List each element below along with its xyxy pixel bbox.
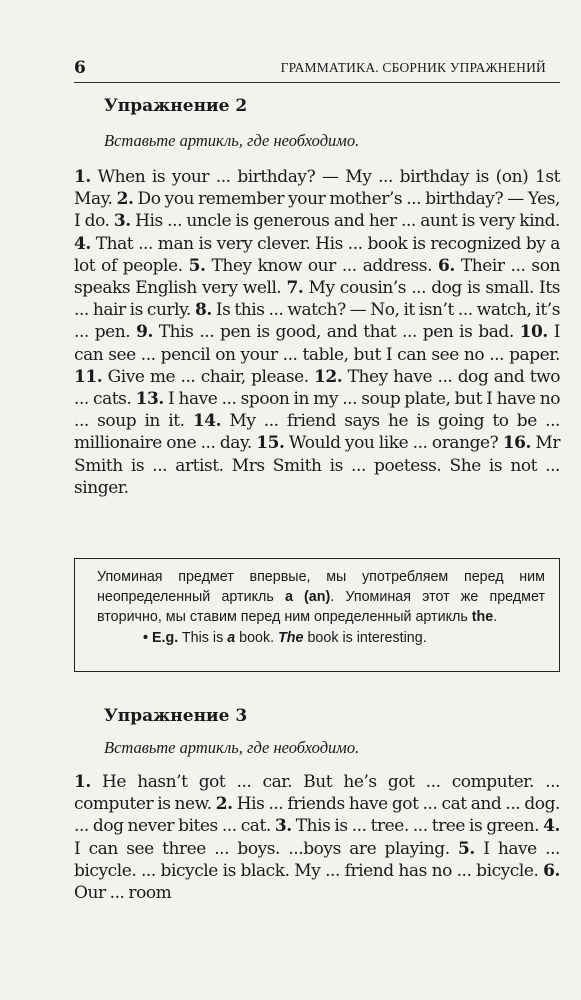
list-item: 6. Their ... son speaks English very well. (74, 255, 560, 299)
exercise-3-instruction: Вставьте артикль, где необходимо. (104, 738, 360, 757)
page-number: 6 (74, 58, 86, 78)
list-item: 13. I have ... spoon in my ... soup plate, but I have no ... soup in it. (74, 389, 560, 432)
list-item: 1. When is your ... birthday? — My ... birthday is (on) 1st May. (74, 167, 560, 210)
list-item: 8. Is this ... watch? — No, it isn’t ... watch, it’s ... pen. (74, 300, 561, 343)
list-item: 6. Our ... room (74, 860, 560, 904)
exercise-2-instruction: Вставьте артикль, где необходимо. (104, 131, 360, 150)
page-header (74, 56, 560, 83)
list-item: 15. Would you like ... orange? (256, 433, 503, 454)
list-item: 3. This is ... tree. ... tree is green. (274, 816, 544, 837)
list-item: 7. My cousin’s ... dog is small. Its ... hair is curly. (74, 278, 560, 321)
list-item: 3. His ... uncle is generous and her ... aunt is very kind. (113, 211, 561, 232)
list-item: 10. I can see ... pencil on your ... table, but I can see no ... paper. (74, 322, 560, 365)
exercise-2-body (74, 166, 560, 499)
list-item: 14. My ... friend says he is going to be ... millionaire one ... day. (74, 411, 560, 454)
indefinite-article: a (an) (284, 589, 331, 606)
rule-text: Упоминая предмет впервые, мы употребляем перед ним неопределенный артикль a (an). Упоминая этот же предмет вторично, мы ставим перед ним определенный артикль the. (97, 569, 545, 626)
rule-example: • E.g. This is a book. The book is interesting. (143, 629, 427, 646)
list-item: 4. I can see three ... boys. ...boys are playing. (74, 816, 560, 859)
list-item: 12. They have ... dog and two ... cats. (74, 366, 560, 410)
exercise-2-title: Упражнение 2 (104, 96, 248, 116)
grammar-rule-box (74, 558, 560, 672)
exercise-3-body (74, 771, 560, 904)
list-item: 1. He hasn’t got ... car. But he’s got ... computer. ... computer is new. (74, 772, 560, 815)
exercise-3-title: Упражнение 3 (104, 706, 248, 726)
list-item: 5. They know our ... address. (188, 255, 439, 276)
list-item: 16. Mr Smith is ... artist. Mrs Smith is ... poetess. She is not ... singer. (74, 433, 560, 498)
definite-article: the (471, 609, 494, 626)
running-title: ГРАММАТИКА. СБОРНИК УПРАЖНЕНИЙ (280, 60, 546, 75)
list-item: 11. Give me ... chair, please. (74, 366, 315, 387)
list-item: 5. I have ... bicycle. ... bicycle is black. My ... friend has no ... bicycle. (74, 838, 560, 881)
list-item: 2. Do you remember your mother’s ... birthday? — Yes, I do. (74, 189, 560, 232)
list-item: 2. His ... friends have got ... cat and ... dog. ... dog never bites ... cat. (74, 794, 560, 837)
list-item: 9. This ... pen is good, and that ... pen is bad. (136, 322, 520, 343)
list-item: 4. That ... man is very clever. His ... book is recognized by a lot of people. (74, 233, 560, 276)
